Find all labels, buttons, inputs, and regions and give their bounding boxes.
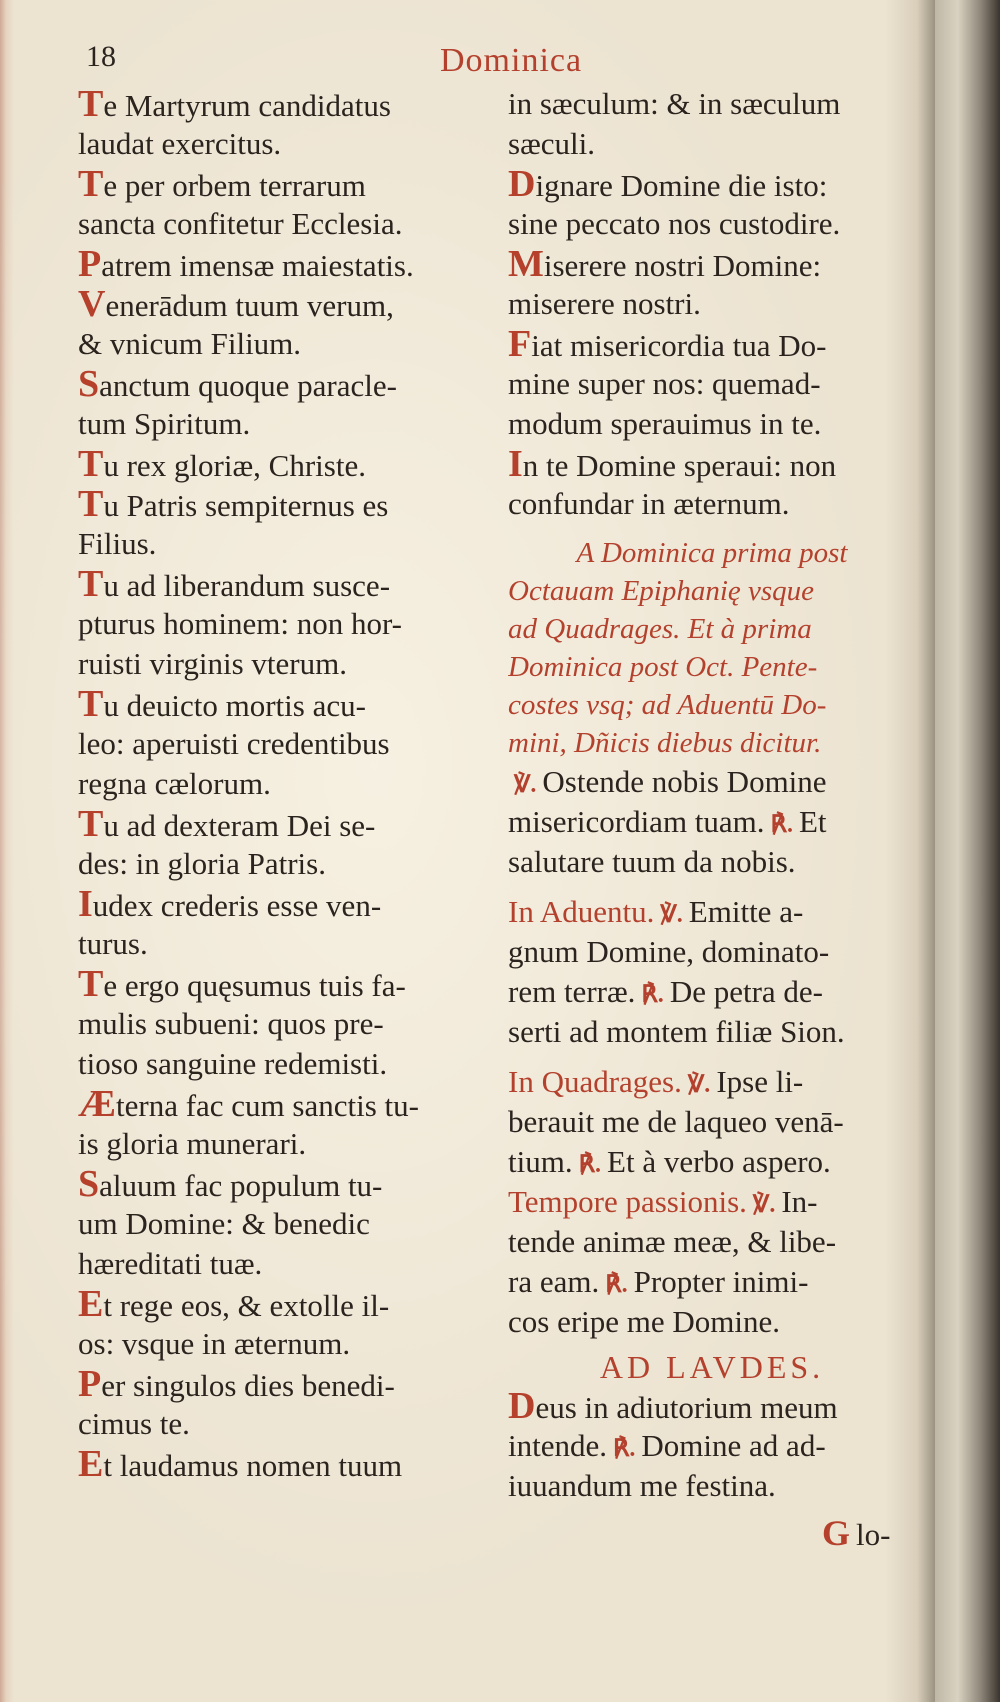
- line-text: mine super nos: quemad-: [508, 366, 821, 401]
- line-text: er singulos dies benedi-: [101, 1368, 395, 1403]
- aduentu-line-3: rem terræ. ℟. De petra de-: [508, 974, 823, 1009]
- text-line: [78, 724, 488, 764]
- text-line: [78, 804, 488, 844]
- text-line: [78, 204, 488, 244]
- line-text: ruisti virginis vterum.: [78, 646, 347, 681]
- drop-cap: P: [78, 244, 102, 284]
- drop-cap: T: [78, 804, 104, 844]
- text-line: [78, 1284, 488, 1324]
- text-line: [508, 204, 916, 244]
- text-line: [78, 604, 488, 644]
- text-line: [78, 484, 488, 524]
- line-text: & vnicum Filium.: [78, 326, 302, 361]
- text-line: [78, 244, 488, 284]
- line-text: sancta confitetur Ecclesia.: [78, 206, 403, 241]
- drop-cap: G: [822, 1513, 851, 1553]
- drop-cap: I: [78, 884, 93, 924]
- line-text: t laudamus nomen tuum: [103, 1448, 403, 1483]
- line-text: atrem imensæ maiestatis.: [101, 248, 414, 283]
- catchword: G lo-: [822, 1513, 891, 1553]
- drop-cap: E: [78, 1284, 104, 1324]
- deus-line-2: intende. ℟. Domine ad ad-: [508, 1428, 826, 1463]
- text-line: [78, 324, 488, 364]
- drop-cap: F: [508, 324, 532, 364]
- rubric-label: In Quadrages.: [508, 1064, 682, 1099]
- response-mark: ℟.: [641, 982, 664, 1008]
- line-text: in sæculum: & in sæculum: [508, 86, 841, 121]
- rubric-line: ad Quadrages. Et à prima: [508, 613, 812, 645]
- line-text: Filius.: [78, 526, 157, 561]
- line-text: sine peccato nos custodire.: [508, 206, 841, 241]
- line-text: modum sperauimus in te.: [508, 406, 822, 441]
- line-text: is gloria munerari.: [78, 1126, 307, 1161]
- rubric-line: Octauam Epiphanię vsque: [508, 575, 815, 607]
- text-line: [78, 684, 488, 724]
- text-line: [508, 284, 916, 324]
- drop-cap: T: [78, 484, 104, 524]
- line-text: regna cælorum.: [78, 766, 271, 801]
- text-line: [78, 1084, 488, 1124]
- aduentu-line-2: gnum Domine, dominato-: [508, 934, 830, 969]
- text-line: [78, 764, 488, 804]
- drop-cap: D: [508, 1386, 536, 1426]
- quadrages-line-3: tium. ℟. Et à verbo aspero.: [508, 1144, 831, 1179]
- text-line: [78, 1364, 488, 1404]
- ostende-line-2: misericordiam tuam. ℟. Et: [508, 804, 827, 839]
- drop-cap: T: [78, 684, 104, 724]
- line-text: confundar in æternum.: [508, 486, 790, 521]
- drop-cap: T: [78, 164, 104, 204]
- drop-cap: P: [78, 1364, 102, 1404]
- line-text: u rex gloriæ, Christe.: [103, 448, 366, 483]
- drop-cap: V: [78, 284, 106, 324]
- running-head: Dominica: [440, 42, 583, 79]
- rubric-block: [508, 534, 916, 762]
- text-line: [78, 1444, 488, 1484]
- line-text: os: vsque in æternum.: [78, 1326, 351, 1361]
- text-line: [78, 844, 488, 884]
- drop-cap: M: [508, 244, 544, 284]
- text-line: [508, 244, 916, 284]
- versicle-mark: ℣.: [660, 902, 683, 928]
- response-mark: ℟.: [578, 1152, 602, 1178]
- text-line: [78, 124, 488, 164]
- rubric-label: Tempore passionis.: [508, 1184, 747, 1219]
- text-line: [78, 1244, 488, 1284]
- text-line: [78, 884, 488, 924]
- drop-cap: T: [78, 964, 104, 1004]
- line-text: u ad liberandum susce-: [103, 568, 391, 603]
- line-text: terna fac cum sanctis tu-: [116, 1088, 419, 1123]
- versicle-mark: ℣.: [687, 1072, 711, 1098]
- quadrages-line-2: berauit me de laqueo venā-: [508, 1104, 844, 1139]
- right-column: [508, 84, 916, 1506]
- line-text: u ad dexteram Dei se-: [103, 808, 376, 843]
- versicle-ostende: ℣. Ostende nobis Domine: [514, 764, 827, 799]
- line-text: iat misericordia tua Do-: [531, 328, 827, 363]
- quadrages-line-1: In Quadrages. ℣. Ipse li-: [508, 1064, 804, 1099]
- left-column: [78, 84, 488, 1484]
- line-text: iserere nostri Domine:: [543, 248, 822, 283]
- page-number: 18: [86, 40, 116, 73]
- text-line: [78, 924, 488, 964]
- line-text: e per orbem terrarum: [103, 168, 366, 203]
- drop-cap: T: [78, 84, 104, 124]
- passionis-line-2: tende animæ meæ, & libe-: [508, 1224, 837, 1259]
- line-text: u deuicto mortis acu-: [103, 688, 366, 723]
- rubric-line: Dominica post Oct. Pente-: [508, 651, 818, 683]
- line-text: hæreditati tuæ.: [78, 1246, 263, 1281]
- text-line: [508, 84, 916, 124]
- line-text: laudat exercitus.: [78, 126, 282, 161]
- text-line: [78, 444, 488, 484]
- line-text: enerādum tuum verum,: [105, 288, 394, 323]
- text-line: [78, 1204, 488, 1244]
- drop-cap: S: [78, 1164, 100, 1204]
- line-text: des: in gloria Patris.: [78, 846, 326, 881]
- text-line: [78, 644, 488, 684]
- passionis-line-4: cos eripe me Domine.: [508, 1304, 781, 1339]
- drop-cap: T: [78, 564, 104, 604]
- text-line: [78, 164, 488, 204]
- text-line: [508, 124, 916, 164]
- text-line: [508, 164, 916, 204]
- line-text: mulis subueni: quos pre-: [78, 1006, 384, 1041]
- text-line: [78, 364, 488, 404]
- section-heading-lauds: AD LAVDES.: [599, 1349, 825, 1385]
- drop-cap: I: [508, 444, 523, 484]
- book-gutter: [935, 0, 1000, 1702]
- drop-cap: T: [78, 444, 104, 484]
- rubric-line: costes vsq; ad Aduentū Do-: [508, 689, 827, 721]
- ostende-line-3: salutare tuum da nobis.: [508, 844, 796, 879]
- text-line: [78, 84, 488, 124]
- response-mark: ℟.: [605, 1272, 628, 1298]
- drop-cap: S: [78, 364, 100, 404]
- line-text: udex crederis esse ven-: [92, 888, 382, 923]
- text-line: [78, 524, 488, 564]
- text-line: [508, 364, 916, 404]
- text-line: [508, 484, 916, 524]
- line-text: n te Domine speraui: non: [522, 448, 837, 483]
- line-text: sæculi.: [508, 126, 595, 161]
- line-text: t rege eos, & extolle il-: [103, 1288, 390, 1323]
- text-line: [508, 444, 916, 484]
- text-line: [78, 1004, 488, 1044]
- line-text: leo: aperuisti credentibus: [78, 726, 390, 761]
- hymn-continuation: [508, 84, 916, 524]
- line-text: aluum fac populum tu-: [99, 1168, 383, 1203]
- line-text: u Patris sempiternus es: [103, 488, 389, 523]
- line-text: ignare Domine die isto:: [535, 168, 828, 203]
- text-line: [78, 964, 488, 1004]
- text-line: [78, 1404, 488, 1444]
- text-line: [78, 564, 488, 604]
- line-text: um Domine: & benedic: [78, 1206, 370, 1241]
- line-text: miserere nostri.: [508, 286, 701, 321]
- text-line: [508, 404, 916, 444]
- versicle-mark: ℣.: [514, 772, 537, 798]
- drop-cap: E: [78, 1444, 104, 1484]
- text-line: [78, 1164, 488, 1204]
- rubric-line: A Dominica prima post: [576, 537, 848, 569]
- rubric-label: In Aduentu.: [508, 894, 655, 929]
- text-line: [78, 404, 488, 444]
- deus-line-1: Deus in adiutorium meum: [508, 1386, 838, 1426]
- aduentu-line-4: serti ad montem filiæ Sion.: [508, 1014, 845, 1049]
- text-line: [78, 1324, 488, 1364]
- response-mark: ℟.: [770, 812, 793, 838]
- line-text: tum Spiritum.: [78, 406, 251, 441]
- line-text: cimus te.: [78, 1406, 190, 1441]
- text-line: [78, 1044, 488, 1084]
- line-text: anctum quoque paracle-: [99, 368, 397, 403]
- text-line: [78, 284, 488, 324]
- deus-line-3: iuuandum me festina.: [508, 1468, 776, 1503]
- text-line: [78, 1124, 488, 1164]
- passionis-line-3: ra eam. ℟. Propter inimi-: [508, 1264, 809, 1299]
- aduentu-line-1: In Aduentu. ℣. Emitte a-: [508, 894, 804, 929]
- line-text: e Martyrum candidatus: [103, 88, 391, 123]
- line-text: turus.: [78, 926, 148, 961]
- response-mark: ℟.: [613, 1436, 636, 1462]
- line-text: tioso sanguine redemisti.: [78, 1046, 388, 1081]
- line-text: e ergo quęsumus tuis fa-: [103, 968, 406, 1003]
- versicle-mark: ℣.: [752, 1192, 776, 1218]
- drop-cap: D: [508, 164, 536, 204]
- passionis-line-1: Tempore passionis. ℣. In-: [508, 1184, 818, 1219]
- line-text: pturus hominem: non hor-: [78, 606, 402, 641]
- drop-cap: Æ: [78, 1084, 116, 1124]
- text-line: [508, 324, 916, 364]
- rubric-line: mini, Dñicis diebus dicitur.: [508, 727, 822, 759]
